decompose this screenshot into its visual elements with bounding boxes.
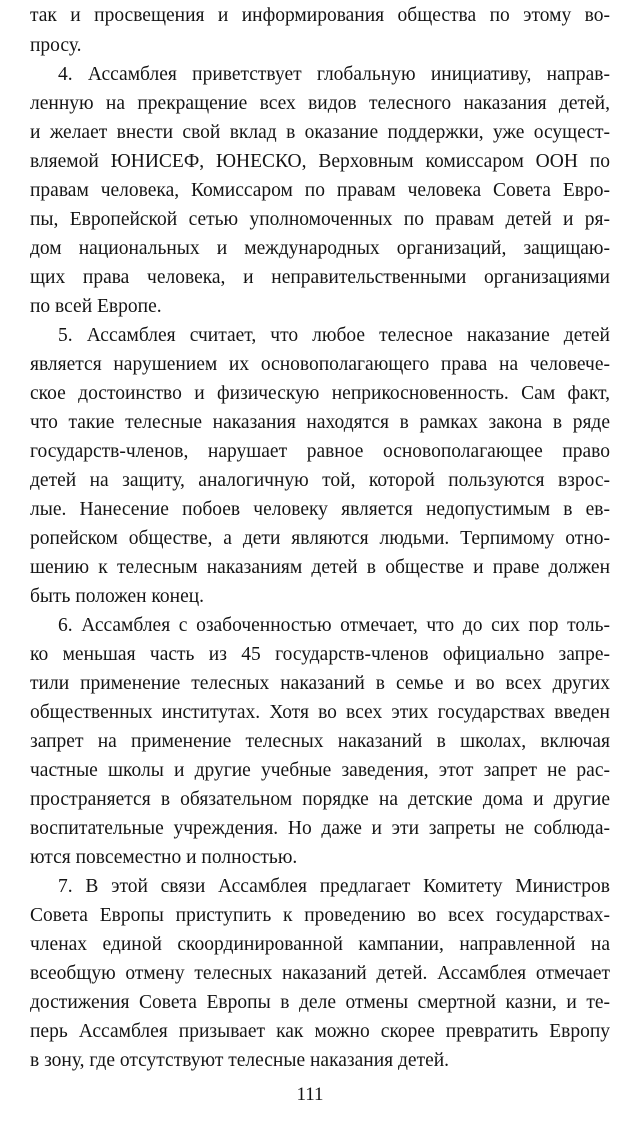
text-line: правам человека, Комиссаром по правам человека Совета Евро- [30, 180, 610, 201]
paragraph-7-first-line: 7. В этой связи Ассамблея предлагает Комитету Министров [58, 876, 610, 897]
text-line: просу. [30, 35, 82, 56]
text-line: быть положен конец. [30, 586, 205, 607]
text-line: и желает внести свой вклад в оказание поддержки, уже осущест- [30, 122, 610, 143]
text-line: дом национальных и международных организаций, защищаю- [30, 238, 610, 259]
text-line: что такие телесные наказания находятся в рамках закона в ряде [30, 412, 610, 433]
text-line: всеобщую отмену телесных наказаний детей. Ассамблея отмечает [30, 963, 610, 984]
text-line: Совета Европы приступить к проведению во всех государствах- [30, 905, 610, 926]
text-line: детей на защиту, аналогичную той, которой пользуются взрос- [30, 470, 610, 491]
text-line: вляемой ЮНИСЕФ, ЮНЕСКО, Верховным комиссаром ООН по [30, 151, 610, 172]
text-line: лые. Нанесение побоев человеку является недопустимым в ев- [30, 499, 610, 520]
paragraph-6-first-line: 6. Ассамблея с озабоченностью отмечает, что до сих пор толь- [58, 615, 610, 636]
page-number: 111 [296, 1084, 324, 1105]
text-line: государств-членов, нарушает равное основополагающее право [30, 441, 610, 462]
text-line: щих права человека, и неправительственными организациями [30, 267, 610, 288]
text-line: общественных институтах. Хотя во всех этих государствах введен [30, 702, 610, 723]
text-line: по всей Европе. [30, 296, 162, 317]
text-line: членах единой скоординированной кампании, направленной на [30, 934, 610, 955]
text-line: ются повсеместно и полностью. [30, 847, 298, 868]
text-line: запрет на применение телесных наказаний в школах, включая [30, 731, 610, 752]
text-line: тили применение телесных наказаний в семье и во всех других [30, 673, 610, 694]
text-line: пы, Европейской сетью уполномоченных по правам детей и ря- [30, 209, 610, 230]
text-line: ское достоинство и физическую неприкосновенность. Сам факт, [30, 383, 610, 404]
text-line: ко меньшая часть из 45 государств-членов официально запре- [30, 644, 610, 665]
text-line: так и просвещения и информирования общества по этому во- [30, 5, 610, 26]
text-line: достижения Совета Европы в деле отмены смертной казни, и те- [30, 992, 610, 1013]
paragraph-4-first-line: 4. Ассамблея приветствует глобальную инициативу, направ- [58, 64, 610, 85]
text-line: является нарушением их основополагающего права на человече- [30, 354, 610, 375]
text-line: в зону, где отсутствуют телесные наказания детей. [30, 1050, 450, 1071]
text-line: пространяется в обязательном порядке на детские дома и другие [30, 789, 610, 810]
text-line: ропейском обществе, а дети являются людьми. Терпимому отно- [30, 528, 610, 549]
paragraph-5-first-line: 5. Ассамблея считает, что любое телесное наказание детей [58, 325, 610, 346]
text-line: ленную на прекращение всех видов телесного наказания детей, [30, 93, 610, 114]
text-line: воспитательные учреждения. Но даже и эти запреты не соблюда- [30, 818, 610, 839]
text-line: частные школы и другие учебные заведения, этот запрет не рас- [30, 760, 610, 781]
text-line: шению к телесным наказаниям детей в обществе и праве должен [30, 557, 610, 578]
text-line: перь Ассамблея призывает как можно скорее превратить Европу [30, 1021, 610, 1042]
